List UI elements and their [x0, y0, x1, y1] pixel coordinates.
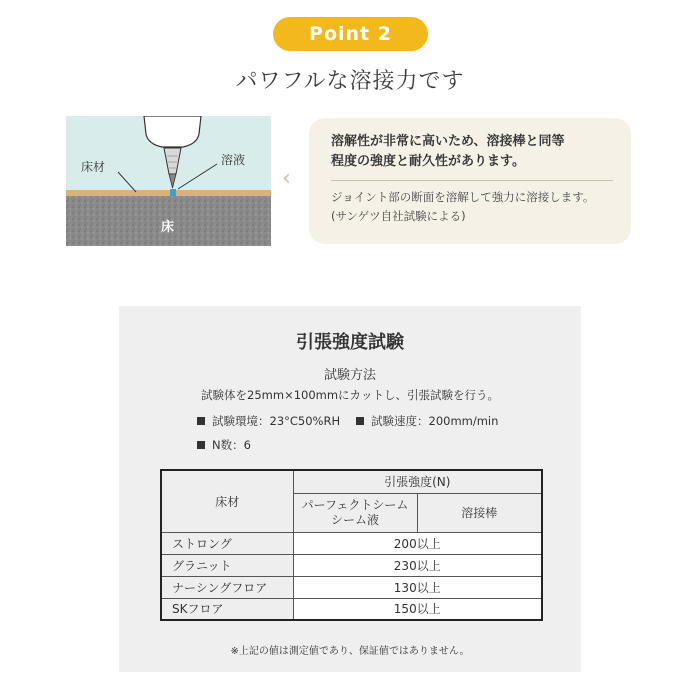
row-label: グラニット — [161, 554, 293, 576]
condition-speed: 試験速度：200mm/min — [356, 413, 498, 429]
condition-environment: 試験環境：23°C50%RH — [197, 413, 340, 429]
subcol-welding-rod: 溶接棒 — [417, 493, 542, 532]
table-row — [161, 576, 542, 598]
point-badge: Point 2 — [273, 17, 428, 51]
label-floor: 床 — [161, 220, 175, 235]
applicator-bottle — [144, 116, 201, 147]
table-row — [161, 554, 542, 576]
row-value: 130以上 — [293, 576, 542, 598]
row-value: 230以上 — [293, 554, 542, 576]
row-label: ナーシングフロア — [161, 576, 293, 598]
bullet-square-icon — [197, 441, 205, 449]
row-value: 200以上 — [293, 532, 542, 554]
flooring-layer — [66, 190, 271, 196]
callout-title-line1: 溶解性が非常に高いため、溶接棒と同等 — [331, 134, 565, 149]
headline: パワフルな溶接力です — [235, 69, 465, 94]
callout-note-line1: ジョイント部の断面を溶解して強力に溶接します。 — [331, 190, 595, 204]
row-label: SKフロア — [161, 598, 293, 620]
col-strength-header: 引張強度(N) — [293, 470, 542, 493]
results-table — [160, 469, 543, 621]
callout-box — [309, 118, 631, 244]
row-label: ストロング — [161, 532, 293, 554]
chevron-left-icon: ‹ — [282, 166, 291, 191]
method-heading: 試験方法 — [323, 368, 376, 383]
callout-title-line2: 程度の強度と耐久性があります。 — [331, 154, 525, 169]
seam-liquid — [170, 189, 176, 196]
label-flooring: 床材 — [81, 160, 106, 174]
condition-n-count: N数：6 — [197, 437, 251, 453]
col-flooring-header: 床材 — [161, 470, 293, 532]
subcol-seam-liquid: パーフェクトシーム シーム液 — [293, 493, 417, 532]
method-description: 試験体を25mm×100mmにカットし、引張試験を行う。 — [201, 388, 499, 402]
callout-note-line2: (サンゲツ自社試験による) — [331, 209, 466, 223]
table-row — [161, 532, 542, 554]
bullet-square-icon — [197, 417, 205, 425]
row-value: 150以上 — [293, 598, 542, 620]
tensile-test-panel — [119, 306, 581, 672]
bullet-square-icon — [356, 417, 364, 425]
welding-illustration — [66, 116, 271, 246]
test-title: 引張強度試験 — [296, 332, 404, 353]
table-row — [161, 598, 542, 620]
callout-divider — [331, 180, 613, 181]
label-liquid: 溶液 — [221, 153, 246, 167]
disclaimer-note: ※上記の値は測定値であり、保証値ではありません。 — [230, 646, 470, 657]
